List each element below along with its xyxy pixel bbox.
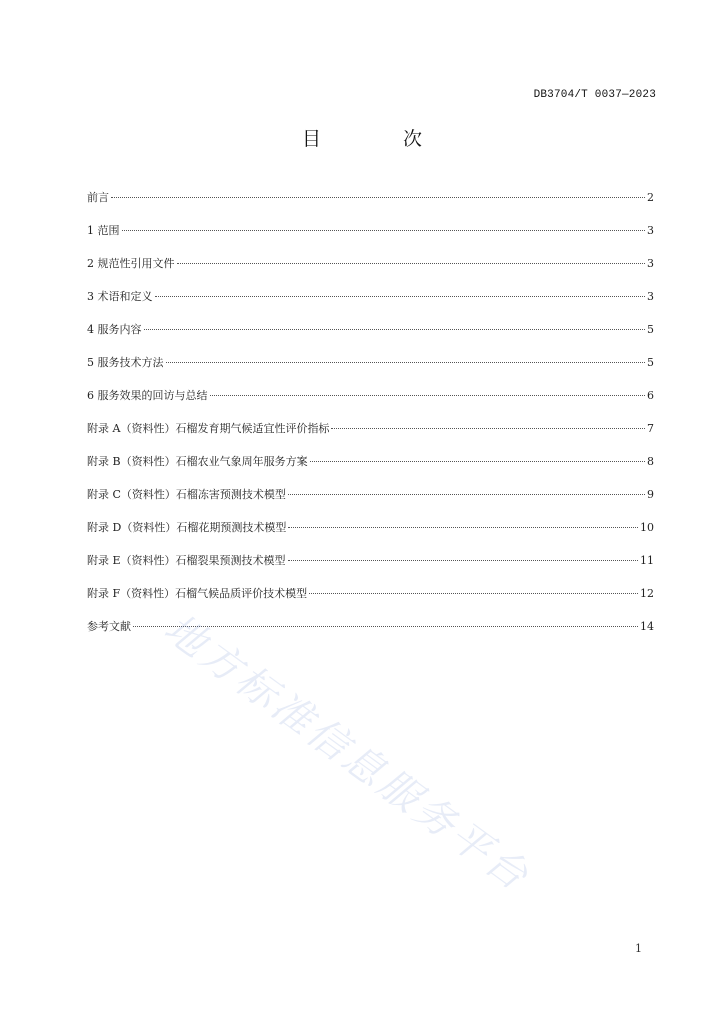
toc-entry-service-methods[interactable] bbox=[87, 353, 654, 373]
dot-leader bbox=[177, 262, 646, 264]
dot-leader bbox=[331, 427, 645, 429]
dot-leader bbox=[288, 559, 638, 561]
toc-entry-label: 附录 B（资料性）石榴农业气象周年服务方案 bbox=[87, 455, 308, 468]
toc-entry-appendix-d[interactable] bbox=[87, 518, 654, 538]
toc-entry-page: 5 bbox=[647, 323, 654, 336]
toc-entry-page: 14 bbox=[640, 620, 654, 633]
toc-entry-page: 8 bbox=[647, 455, 654, 468]
toc-entry-label: 附录 D（资料性）石榴花期预测技术模型 bbox=[87, 521, 287, 534]
toc-entry-appendix-a[interactable] bbox=[87, 419, 654, 439]
toc-entry-page: 3 bbox=[647, 290, 654, 303]
toc-entry-label: 前言 bbox=[87, 191, 109, 204]
toc-entry-label: 6 服务效果的回访与总结 bbox=[87, 389, 208, 402]
toc-entry-page: 7 bbox=[647, 422, 654, 435]
toc-entry-foreword[interactable] bbox=[87, 188, 654, 208]
toc-entry-page: 5 bbox=[647, 356, 654, 369]
toc-entry-scope[interactable] bbox=[87, 221, 654, 241]
table-of-contents bbox=[87, 188, 654, 650]
dot-leader bbox=[166, 361, 646, 363]
document-code: DB3704/T 0037—2023 bbox=[533, 89, 656, 101]
dot-leader bbox=[309, 592, 638, 594]
toc-entry-terms-definitions[interactable] bbox=[87, 287, 654, 307]
toc-entry-page: 2 bbox=[647, 191, 654, 204]
toc-entry-label: 附录 C（资料性）石榴冻害预测技术模型 bbox=[87, 488, 286, 501]
toc-entry-appendix-b[interactable] bbox=[87, 452, 654, 472]
dot-leader bbox=[210, 394, 646, 396]
toc-entry-appendix-c[interactable] bbox=[87, 485, 654, 505]
toc-entry-normative-references[interactable] bbox=[87, 254, 654, 274]
toc-entry-label: 附录 E（资料性）石榴裂果预测技术模型 bbox=[87, 554, 286, 567]
dot-leader bbox=[288, 493, 645, 495]
toc-entry-label: 参考文献 bbox=[87, 620, 131, 633]
dot-leader bbox=[133, 625, 638, 627]
dot-leader bbox=[122, 229, 646, 231]
toc-entry-service-content[interactable] bbox=[87, 320, 654, 340]
toc-entry-appendix-e[interactable] bbox=[87, 551, 654, 571]
toc-entry-label: 1 范围 bbox=[87, 224, 120, 237]
toc-entry-label: 附录 F（资料性）石榴气候品质评价技术模型 bbox=[87, 587, 308, 600]
toc-entry-bibliography[interactable] bbox=[87, 617, 654, 637]
toc-entry-label: 5 服务技术方法 bbox=[87, 356, 164, 369]
page-number: 1 bbox=[635, 942, 642, 955]
toc-entry-page: 10 bbox=[640, 521, 654, 534]
toc-entry-appendix-f[interactable] bbox=[87, 584, 654, 604]
dot-leader bbox=[310, 460, 645, 462]
toc-entry-page: 9 bbox=[647, 488, 654, 501]
dot-leader bbox=[111, 196, 645, 198]
toc-entry-label: 附录 A（资料性）石榴发育期气候适宜性评价指标 bbox=[87, 422, 330, 435]
toc-entry-page: 11 bbox=[640, 554, 654, 567]
page-title: 目 次 bbox=[301, 128, 461, 150]
dot-leader bbox=[288, 526, 638, 528]
toc-entry-page: 3 bbox=[647, 257, 654, 270]
toc-entry-label: 4 服务内容 bbox=[87, 323, 142, 336]
toc-entry-page: 6 bbox=[647, 389, 654, 402]
watermark: 地方标准信息服务平台 bbox=[155, 605, 539, 902]
toc-entry-page: 3 bbox=[647, 224, 654, 237]
toc-entry-follow-up-summary[interactable] bbox=[87, 386, 654, 406]
dot-leader bbox=[155, 295, 646, 297]
dot-leader bbox=[144, 328, 646, 330]
toc-entry-label: 3 术语和定义 bbox=[87, 290, 153, 303]
toc-entry-label: 2 规范性引用文件 bbox=[87, 257, 175, 270]
toc-entry-page: 12 bbox=[640, 587, 654, 600]
